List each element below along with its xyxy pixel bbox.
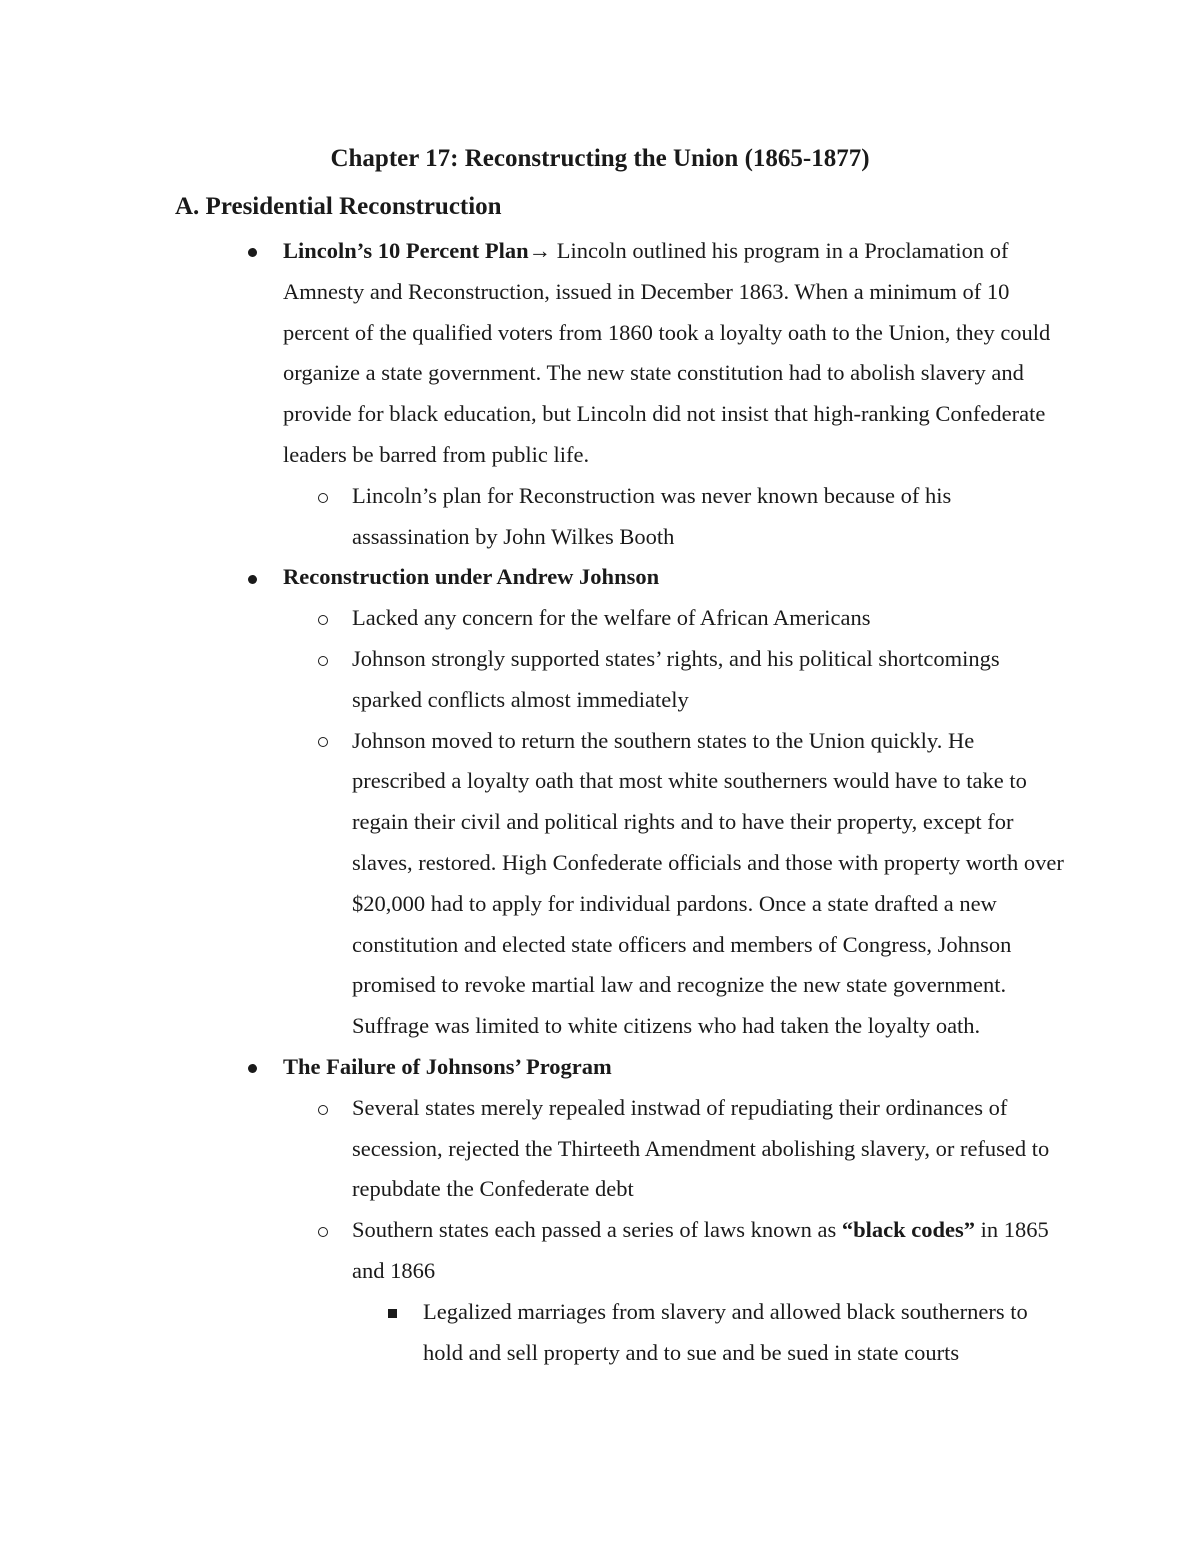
list-item	[0, 1292, 1200, 1374]
list-item	[0, 1088, 1200, 1210]
item-text: Lincoln’s plan for Reconstruction was never known because of his assassination by John Wilkes Booth	[352, 482, 952, 549]
document-title: Chapter 17: Reconstructing the Union (1865-1877)	[330, 145, 870, 172]
list-item	[0, 231, 1200, 476]
list-item	[0, 598, 1200, 639]
item-text: Several states merely repealed instwad of repudiating their ordinances of secession, rejected the Thirteeth Amendment abolishing slavery, or refused to repubdate the Confederate debt	[352, 1094, 1050, 1202]
item-text: in 1865 and 1866	[352, 1217, 1049, 1283]
item-text: Lacked any concern for the welfare of African Americans	[352, 605, 871, 631]
list-item	[0, 1210, 1200, 1292]
list-item	[0, 1047, 1200, 1088]
item-term: The Failure of Johnsons’ Program	[283, 1053, 612, 1079]
list-item	[0, 721, 1200, 1047]
item-term: Lincoln’s 10 Percent Plan→	[283, 238, 552, 263]
bullet-icon	[248, 231, 257, 272]
list-item	[0, 639, 1200, 721]
square-bullet-icon	[388, 1292, 397, 1333]
section-heading: A. Presidential Reconstruction	[175, 193, 502, 220]
item-text: Legalized marriages from slavery and allowed black southerners to hold and sell property and to sue and be sued in state courts	[423, 1298, 1028, 1365]
item-text: Lincoln outlined his program in a Proclamation of Amnesty and Reconstruction, issued in December 1863. When a minimum of 10 percent of the qualified voters from 1860 took a loyalty oath to the Union, they could organize a state government. The new state constitution had to abolish slavery and provide for black education, but Lincoln did not insist that high-ranking Confederate leaders be barred from public life.	[283, 238, 1051, 467]
bullet-icon	[248, 557, 257, 598]
list-item	[0, 476, 1200, 558]
item-text: Johnson strongly supported states’ rights, and his political shortcomings sparked conflicts almost immediately	[352, 645, 1000, 712]
circle-bullet-icon	[318, 639, 328, 680]
list-item	[0, 557, 1200, 598]
circle-bullet-icon	[318, 721, 328, 762]
circle-bullet-icon	[318, 476, 328, 517]
outline-list	[0, 231, 1200, 1373]
item-term: Reconstruction under Andrew Johnson	[283, 564, 660, 590]
black-codes-term: “black codes”	[841, 1217, 976, 1243]
item-text: Southern states each passed a series of laws known as	[352, 1217, 842, 1243]
item-text: Johnson moved to return the southern states to the Union quickly. He prescribed a loyalty oath that most white southerners would have to take to regain their civil and political rights and to have their property, except for slaves, restored. High Confederate officials and those with property worth over $20,000 had to apply for individual pardons. Once a state drafted a new constitution and elected state officers and members of Congress, Johnson promised to revoke martial law and recognize the new state government. Suffrage was limited to white citizens who had taken the loyalty oath.	[352, 727, 1064, 1039]
circle-bullet-icon	[318, 1210, 328, 1251]
circle-bullet-icon	[318, 1088, 328, 1129]
circle-bullet-icon	[318, 598, 328, 639]
bullet-icon	[248, 1047, 257, 1088]
